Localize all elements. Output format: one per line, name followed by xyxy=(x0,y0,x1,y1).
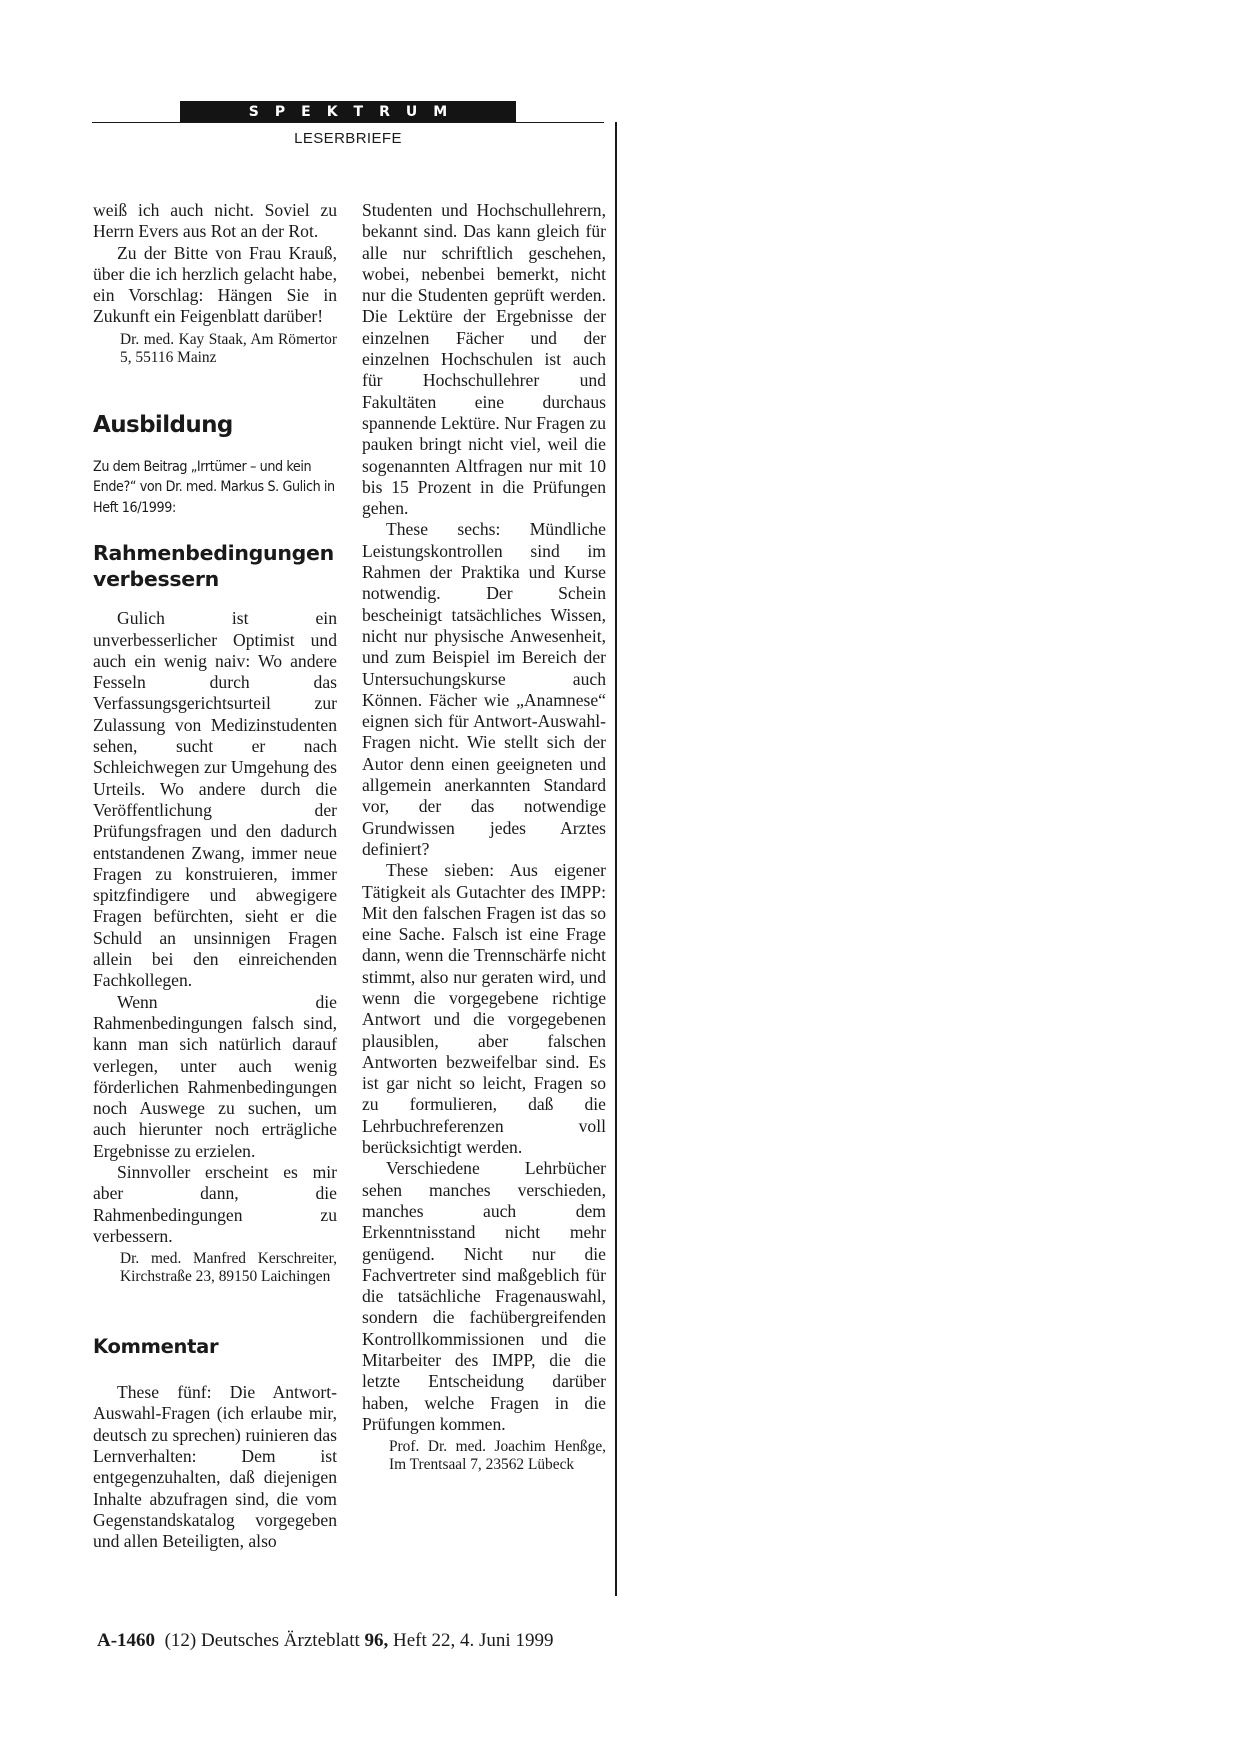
article-reference: Zu dem Beitrag „Irrtümer – und kein Ende?“ von Dr. med. Markus S. Gulich in Heft 16/1999: xyxy=(93,458,335,516)
letter-paragraph: Wenn die Rahmenbedingungen falsch sind, kann man sich natürlich darauf verlegen, unter auch wenig förderlichen Rahmenbedingungen noch Auswege zu suchen, um auch hierunter noch erträgliche Ergebnisse zu erzielen. xyxy=(93,991,337,1161)
letter-paragraph: Sinnvoller erscheint es mir aber dann, die Rahmenbedingungen zu verbessern. xyxy=(93,1162,337,1246)
letter-paragraph: Studenten und Hochschullehrern, bekannt sind. Das kann gleich für alle nur schriftlich geschehen, wobei, nebenbei bemerkt, nicht nur die Studenten geprüft werden. Die Lektüre der Ergebnisse der einzelnen Fächer und der einzelnen Hochschulen ist auch für Hochschullehrer und Fakultäten eine durchaus spannende Lektüre. Nur Fragen zu pauken bringt nicht viel, weil die sogenannten Altfragen nur mit 10 bis 15 Prozent in die Prüfungen gehen. xyxy=(362,200,606,519)
letter-signature: Dr. med. Manfred Kerschreiter, Kirchstraße 23, 89150 Laichingen xyxy=(120,1250,337,1286)
letter-signature: Dr. med. Kay Staak, Am Römertor 5, 55116 Mainz xyxy=(120,330,337,366)
letter-paragraph: These sechs: Mündliche Leistungskontrollen sind im Rahmen der Praktika und Kurse notwendig. Der Schein bescheinigt tatsächliches Wissen, nicht nur physische Anwesenheit, und zum Beispiel im Bereich der Untersuchungskurse auch Können. Fächer wie „Anamnese“ eignen sich für Antwort-Auswahl-Fragen nicht. Wie stellt sich der Autor denn einen geeigneten und allgemein anerkannten Standard vor, der das notwendige Grundwissen jedes Arztes definiert? xyxy=(362,519,606,859)
letter-paragraph: Zu der Bitte von Frau Krauß, über die ich herzlich gelacht habe, ein Vorschlag: Hängen Sie in Zukunft ein Feigenblatt darüber! xyxy=(93,242,337,327)
page-footer xyxy=(97,1630,553,1652)
journal-name: Deutsches Ärzteblatt xyxy=(200,1630,360,1651)
section-heading: Ausbildung xyxy=(93,411,233,438)
letter-continuation: weiß ich auch nicht. Soviel zu Herrn Evers aus Rot an der Rot. xyxy=(93,200,337,242)
volume: 96, xyxy=(364,1630,389,1651)
subsection-header: LESERBRIEFE xyxy=(294,130,402,147)
letter-paragraph: These fünf: Die Antwort-Auswahl-Fragen (ich erlaube mir, deutsch zu sprechen) ruinieren das Lernverhalten: Dem ist entgegenzuhalten, daß diejenigen Inhalte abzufragen sind, die vom Gegenstandskatalog vorgegeben und allen Beteiligten, also xyxy=(93,1382,337,1552)
page-number: A-1460 xyxy=(97,1630,156,1651)
right-column xyxy=(362,200,606,1474)
issue-page: (12) xyxy=(164,1630,197,1651)
letter-paragraph: These sieben: Aus eigener Tätigkeit als Gutachter des IMPP: Mit den falschen Fragen ist das so eine Sache. Falsch ist eine Frage dann, wenn die Trennschärfe nicht stimmt, also nur geraten wird, und wenn die vorgegebene richtige Antwort und die vorgegebenen plausiblen, aber falschen Antworten bezweifelbar sind. Es ist gar nicht so leicht, Fragen so zu formulieren, daß die Lehrbuchreferenzen voll berücksichtigt werden. xyxy=(362,860,606,1158)
letter-title: Kommentar xyxy=(93,1335,219,1359)
letter-paragraph: Gulich ist ein unverbesserlicher Optimist und auch ein wenig naiv: Wo andere Fesseln durch das Verfassungsgerichtsurteil zur Zulassung von Medizinstudenten sehen, sucht er nach Schleichwegen zur Umgehung des Urteils. Wo andere durch die Veröffentlichung der Prüfungsfragen und den dadurch entstandenen Zwang, immer neue Fragen zu konstruieren, immer spitzfindigere und abwegigere Fragen befürchten, sieht er die Schuld an unsinnigen Fragen allein bei den einreichenden Fachkollegen. xyxy=(93,608,337,991)
header-rule xyxy=(92,122,604,123)
section-header: SPEKTRUM xyxy=(248,104,464,120)
letter-signature: Prof. Dr. med. Joachim Henßge, Im Trentsaal 7, 23562 Lübeck xyxy=(389,1438,606,1474)
issue-date: Heft 22, 4. Juni 1999 xyxy=(393,1630,554,1651)
left-column xyxy=(93,200,337,1553)
letter-title: Rahmenbedingungen verbessern xyxy=(93,541,334,592)
letter-paragraph: Verschiedene Lehrbücher sehen manches verschieden, manches auch dem Erkenntnisstand nicht mehr genügend. Nicht nur die Fachvertreter sind maßgeblich für die tatsächliche Fragenauswahl, sondern die fachübergreifenden Kontrollkommissionen und die Mitarbeiter des IMPP, die die letzte Entscheidung darüber haben, welche Fragen in die Prüfungen kommen. xyxy=(362,1158,606,1434)
column-divider xyxy=(615,122,617,1596)
